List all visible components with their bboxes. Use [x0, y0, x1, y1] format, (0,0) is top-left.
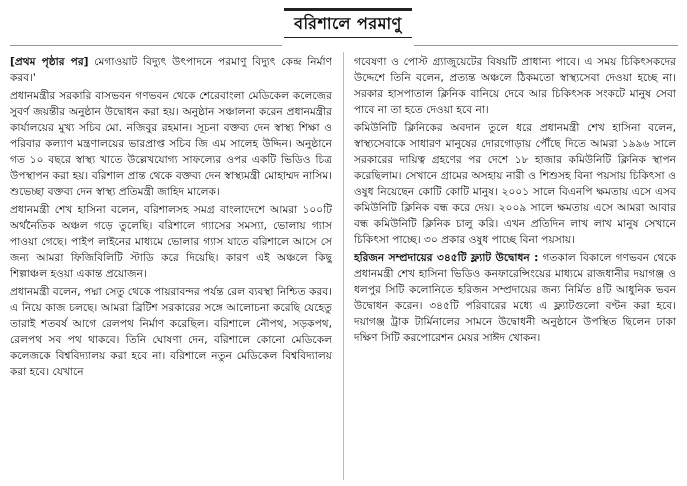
paragraph-1: [10, 54, 332, 86]
paragraph-7: [354, 250, 676, 346]
article-column-left: [10, 54, 332, 480]
paragraph-5: গবেষণা ও পোস্ট গ্র্যাজুয়েটের বিষয়টি প্রাধান্য পাবে। এ সময় চিকিৎসকদের উদ্দেশে তিনি বলেন, প্রত্যন্ত অঞ্চলে ঠিকমতো স্বাস্থ্যসেবা দেওয়া হচ্ছে না। সরকার হাসপাতাল ক্লিনিক বানিয়ে দেবে আর চিকিৎসক সংকটে মানুষ সেবা পাবে না তা হতে দেওয়া হবে না।: [354, 56, 676, 116]
paragraph-2: প্রধানমন্ত্রীর সরকারি বাসভবন গণভবন থেকে শেরেবাংলা মেডিকেল কলেজের সুবর্ণ জয়ন্তীর অনুষ্ঠান উদ্বোধন করা হয়। অনুষ্ঠান সঞ্চালনা করেন প্রধানমন্ত্রীর কার্যালয়ের মুখ্য সচিব মো. নজিবুর রহমান। সূচনা বক্তব্য দেন স্বাস্থ্য শিক্ষা ও পরিবার কল্যাণ মন্ত্রণালয়ের ভারপ্রাপ্ত সচিব জি এম সালেহ উদ্দিন। অনুষ্ঠানে গত ১০ বছরে স্বাস্থ্য খাতে উল্লেখযোগ্য সাফল্যের ওপর একটি ভিডিও চিত্র উপস্থাপন করা হয়। বরিশাল প্রান্ত থেকে বক্তব্য দেন স্বাস্থ্যমন্ত্রী মোহাম্মদ নাসিম। শুভেচ্ছা বক্তব্য দেন স্বাস্থ্য প্রতিমন্ত্রী জাহিদ মালেক।: [10, 90, 332, 198]
article-column-right: [354, 54, 676, 480]
continuation-label: [প্রথম পৃষ্ঠার পর]: [10, 56, 89, 68]
header-rule-left: [10, 45, 282, 46]
headline: বরিশালে পরমাণু: [284, 8, 412, 38]
header-rule-right: [414, 45, 678, 46]
paragraph-4: প্রধানমন্ত্রী বলেন, পদ্মা সেতু থেকে পায়রাবন্দর পর্যন্ত রেল ব্যবস্থা নিশ্চিত করব। এ নিয়ে কাজ চলছে। আমরা ব্রিটিশ সরকারের সঙ্গে আলোচনা করেছি যেহেতু তারাই শতবর্ষ আগে রেলপথ নির্মাণ করেছিল। বরিশালে নৌপথ, সড়কপথ, রেলপথ সব পথ থাকবে। তিনি ঘোষণা দেন, বরিশালে কোনো মেডিকেল কলেজকে বিশ্ববিদ্যালয় করা হবে না। বরিশালে নতুন মেডিকেল বিশ্ববিদ্যালয় করা হবে। যেখানে: [10, 286, 332, 378]
paragraph-1-text: মেগাওয়াট বিদ্যুৎ উৎপাদনে পরমাণু বিদ্যুৎ কেন্দ্র নির্মাণ করব।': [10, 56, 332, 84]
paragraph-7-text: গতকাল বিকালে গণভবন থেকে প্রধানমন্ত্রী শেখ হাসিনা ভিডিও কনফারেন্সিংয়ের মাধ্যমে রাজধানীর দয়াগঞ্জ ও ধলপুর সিটি কলোনিতে হরিজন সম্প্রদায়ের জন্য নির্মিত ৪টি আধুনিক ভবন উদ্বোধন করেন। ৩৪৫টি পরিবারের মধ্যে এ ফ্ল্যাটগুলো বণ্টন করা হবে। দয়াগঞ্জ ট্রাক টার্মিনালের সামনে উদ্বোধনী অনুষ্ঠানে উপস্থিত ছিলেন ঢাকা দক্ষিণ সিটি করপোরেশন মেয়র সাঈদ খোকন।: [354, 252, 676, 344]
paragraph-3: প্রধানমন্ত্রী শেখ হাসিনা বলেন, বরিশালসহ সমগ্র বাংলাদেশে আমরা ১০০টি অর্থনৈতিক অঞ্চল গড়ে তুলেছি। বরিশালে গ্যাসের সমস্যা, ভোলায় গ্যাস পাওয়া গেছে। পাইপ লাইনের মাধ্যমে ভোলার গ্যাস যাতে বরিশালে আসে সে জন্য আমরা ফিজিবিলিটি স্টাডি করে দিয়েছি। কারণ এই অঞ্চলে কিছু শিল্পাঞ্চল হওয়া একান্ত প্রয়োজন।: [10, 204, 332, 280]
subheading: হরিজন সম্প্রদায়ের ৩৪৫টি ফ্ল্যাট উদ্বোধন :: [354, 252, 539, 264]
paragraph-6: কমিউনিটি ক্লিনিকের অবদান তুলে ধরে প্রধানমন্ত্রী শেখ হাসিনা বলেন, স্বাস্থ্যসেবাকে সাধারণ মানুষের দোরগোড়ায় পৌঁছে দিতে আমরা ১৯৯৬ সালে সরকারের দায়িত্ব গ্রহণের পর দেশে ১৮ হাজার কমিউনিটি ক্লিনিক স্থাপন করেছিলাম। সেখানে গ্রামের অসহায় নারী ও শিশুসহ বিনা পয়সায় চিকিৎসা ও ওষুধ নিয়েছেন কোটি কোটি মানুষ। ২০০১ সালে বিএনপি ক্ষমতায় এসে এসব কমিউনিটি ক্লিনিক বন্ধ করে দেয়। ২০০৯ সালে ক্ষমতায় এসে আমরা আবার বন্ধ কমিউনিটি ক্লিনিক চালু করি। এখন প্রতিদিন লাখ লাখ মানুষ সেখানে চিকিৎসা পাচ্ছে। ৩০ প্রকার ওষুধ পাচ্ছে বিনা পয়সায়।: [354, 122, 676, 246]
column-divider: [343, 52, 344, 480]
